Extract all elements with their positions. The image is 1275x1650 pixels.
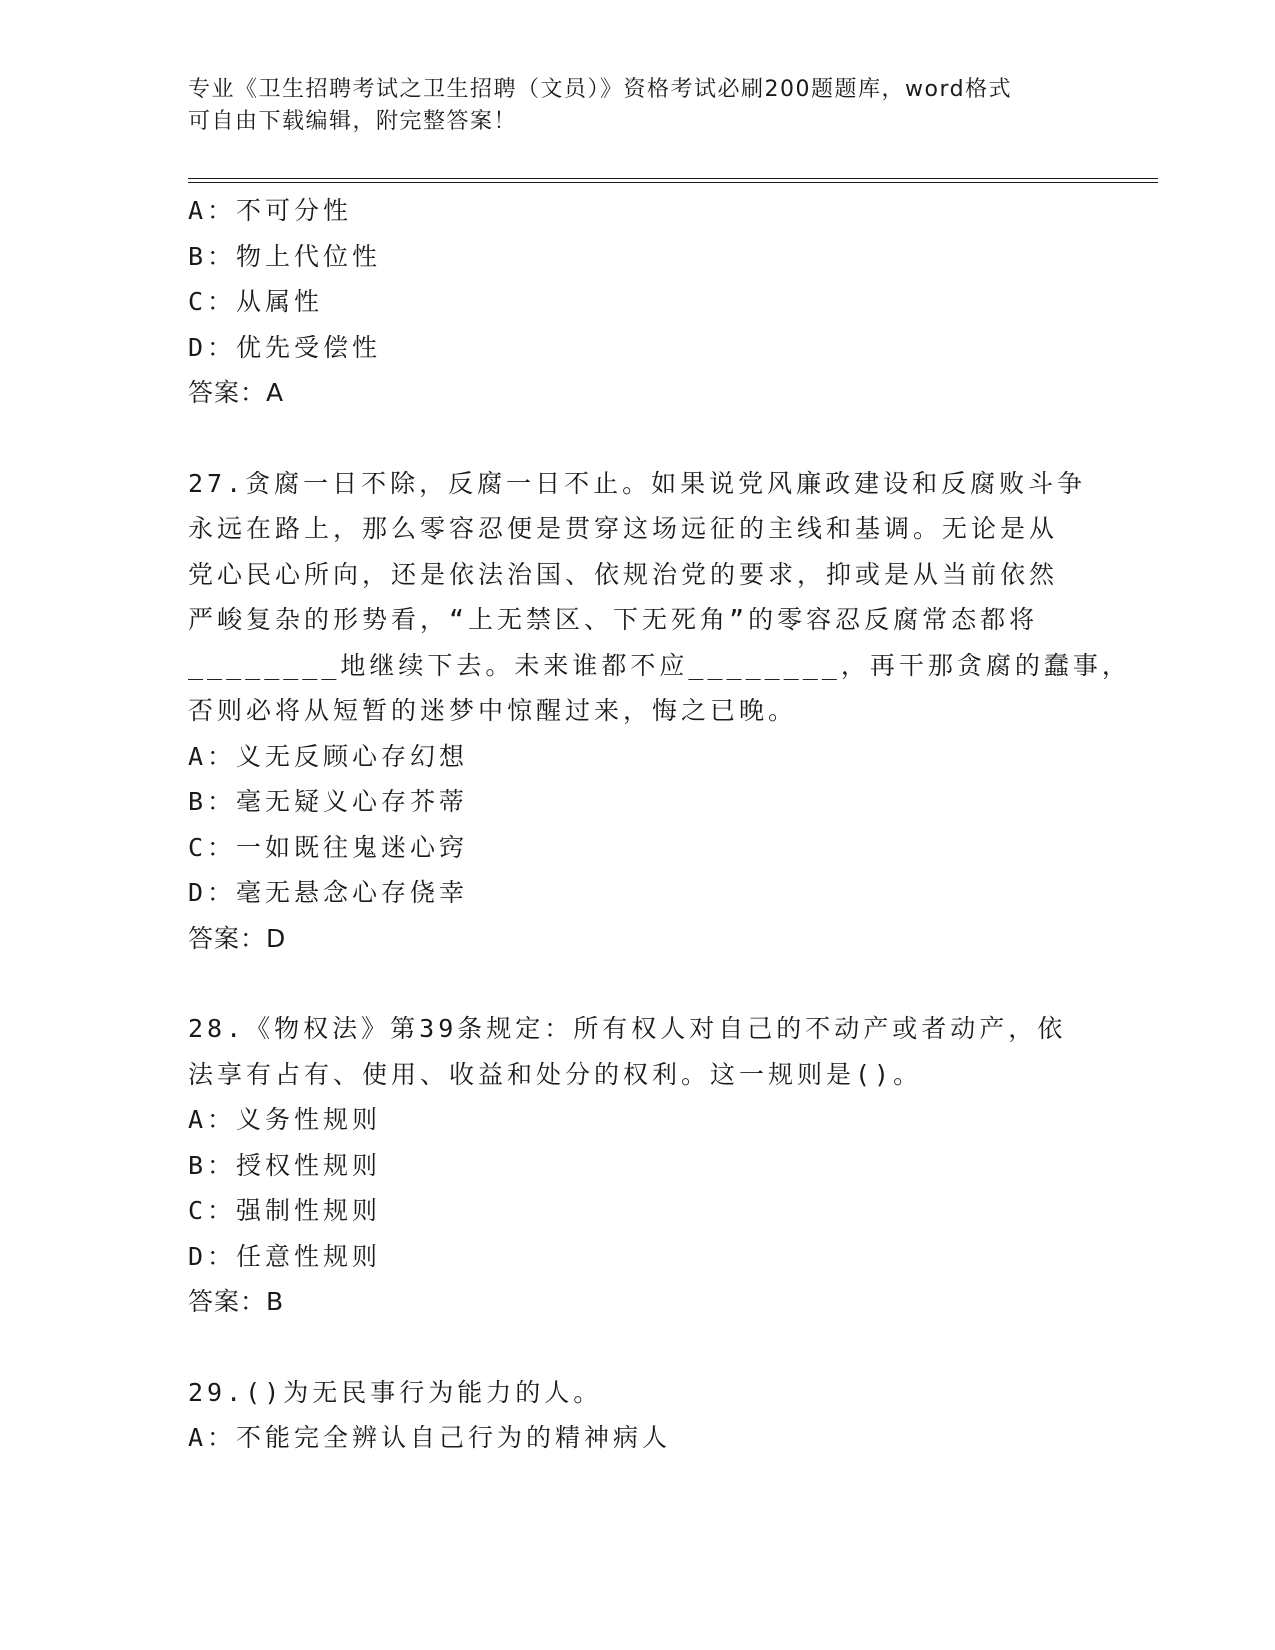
question-28 <box>188 1006 1088 1325</box>
header-rule-bottom <box>188 182 1158 183</box>
question-stem-line: 严峻复杂的形势看，“上无禁区、下无死角”的零容忍反腐常态都将 <box>188 605 1039 634</box>
question-29 <box>188 1370 1088 1461</box>
question-26 <box>188 188 1088 416</box>
question-stem-line: 党心民心所向，还是依法治国、依规治党的要求，抑或是从当前依然 <box>188 559 1059 589</box>
option-c: C：强制性规则 <box>188 1196 382 1225</box>
option-b: B：毫无疑义心存芥蒂 <box>188 787 469 816</box>
option-d: D：优先受偿性 <box>188 332 382 362</box>
answer: 答案：D <box>188 923 287 953</box>
question-stem-line: 28.《物权法》第39条规定：所有权人对自己的不动产或者动产，依 <box>188 1014 1067 1043</box>
spacer <box>188 1325 1088 1370</box>
question-27 <box>188 461 1131 962</box>
option-d: D：任意性规则 <box>188 1241 382 1271</box>
spacer <box>188 961 1088 1006</box>
question-stem-line: 29.()为无民事行为能力的人。 <box>188 1377 603 1407</box>
option-b: B：授权性规则 <box>188 1150 382 1180</box>
header-line-2: 可自由下载编辑，附完整答案！ <box>188 109 518 134</box>
option-b: B：物上代位性 <box>188 241 382 271</box>
header-rule-top <box>188 178 1158 179</box>
question-stem-line: 法享有占有、使用、收益和处分的权利。这一规则是()。 <box>188 1059 923 1089</box>
question-stem-line: 27.贪腐一日不除，反腐一日不止。如果说党风廉政建设和反腐败斗争 <box>188 468 1087 498</box>
option-a: A：不可分性 <box>188 196 353 225</box>
question-stem-line: 永远在路上，那么零容忍便是贯穿这场远征的主线和基调。无论是从 <box>188 514 1059 543</box>
question-stem-line: 否则必将从短暂的迷梦中惊醒过来，悔之已晚。 <box>188 696 798 725</box>
spacer <box>188 416 1088 461</box>
document-header <box>188 74 1088 138</box>
answer: 答案：B <box>188 1287 285 1316</box>
option-d: D：毫无悬念心存侥幸 <box>188 878 469 907</box>
header-line-1: 专业《卫生招聘考试之卫生招聘（文员）》资格考试必刷200题题库，word格式 <box>188 77 1013 102</box>
option-c: C：从属性 <box>188 287 324 316</box>
option-c: C：一如既往鬼迷心窍 <box>188 832 469 862</box>
question-stem-line: ________地继续下去。未来谁都不应________，再干那贪腐的蠢事， <box>188 650 1131 680</box>
question-content <box>188 188 1131 1461</box>
answer: 答案：A <box>188 378 285 407</box>
option-a: A：义无反顾心存幻想 <box>188 741 469 771</box>
option-a: A：义务性规则 <box>188 1105 382 1134</box>
option-a: A：不能完全辨认自己行为的精神病人 <box>188 1423 672 1452</box>
